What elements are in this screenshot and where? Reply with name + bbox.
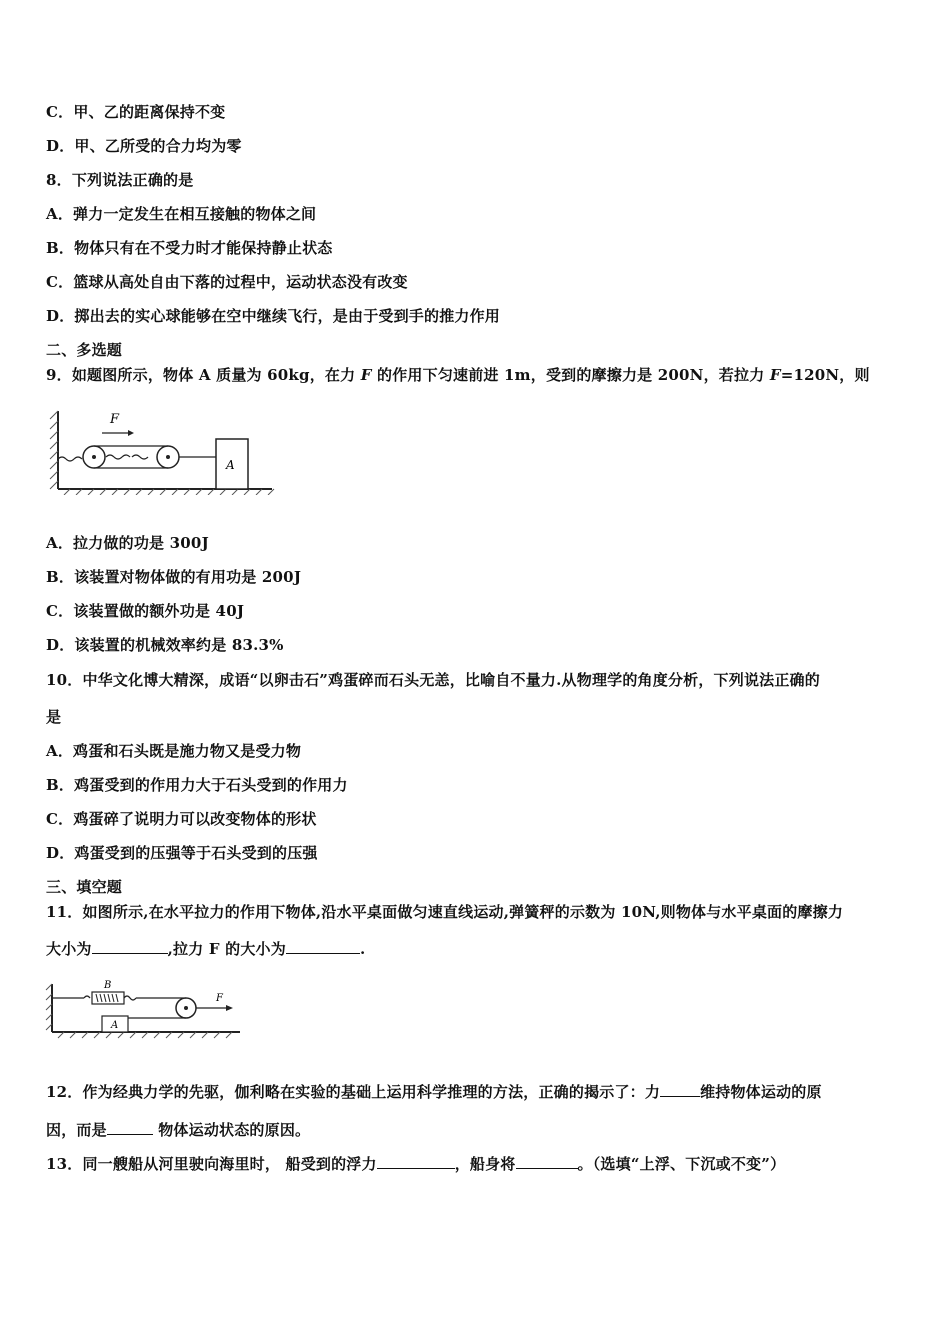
q10-option-c: C．鸡蛋碎了说明力可以改变物体的形状 <box>46 810 317 828</box>
section-fill-blank-heading: 三、填空题 <box>46 878 123 896</box>
q9-stem-part-b: 的作用下匀速前进 1m，受到的摩擦力是 200N，若拉力 <box>371 366 770 384</box>
q7-option-d: D．甲、乙所受的合力均为零 <box>46 137 242 155</box>
q9-diagram-force-label: F <box>110 412 120 427</box>
q9-option-d: D．该装置的机械效率约是 83.3% <box>46 636 284 654</box>
q10-option-d: D．鸡蛋受到的压强等于石头受到的压强 <box>46 844 318 862</box>
q9-option-b: B．该装置对物体做的有用功是 200J <box>46 568 302 586</box>
q12-stem-part-a: 12．作为经典力学的先驱，伽利略在实验的基础上运用科学推理的方法，正确的揭示了：力 <box>46 1083 661 1101</box>
q13-stem <box>46 1154 785 1174</box>
q9-pulley-diagram <box>44 403 276 495</box>
q11-answer-blank-1[interactable] <box>92 939 168 954</box>
q9-stem <box>46 365 870 385</box>
q13-stem-part-c: 。（选填“上浮、下沉或不变”） <box>577 1155 786 1173</box>
q11-stem-line-1: 11．如图所示,在水平拉力的作用下物体,沿水平桌面做匀速直线运动,弹簧秤的示数为 10N,则物体与水平桌面的摩擦力 <box>46 903 844 921</box>
q9-stem-force-symbol: F <box>360 366 372 384</box>
q9-option-c: C．该装置做的额外功是 40J <box>46 602 245 620</box>
q12-answer-blank-2[interactable] <box>107 1120 153 1135</box>
q9-stem-part-a: 9．如题图所示，物体 A 质量为 60kg，在力 <box>46 366 361 384</box>
q13-answer-blank-1[interactable] <box>377 1154 455 1169</box>
q11-stem-part-a: 大小为 <box>46 940 92 958</box>
q10-stem-line-2: 是 <box>46 708 62 726</box>
q8-stem: 8．下列说法正确的是 <box>46 171 194 189</box>
section-multiple-choice-heading: 二、多选题 <box>46 341 123 359</box>
q7-option-c: C．甲、乙的距离保持不变 <box>46 103 226 121</box>
q10-stem-line-1: 10．中华文化博大精深，成语“以卵击石”鸡蛋碎而石头无恙，比喻自不量力.从物理学的角度分析，下列说法正确的 <box>46 671 820 689</box>
q11-stem-part-c: . <box>359 940 366 958</box>
q12-answer-blank-1[interactable] <box>660 1082 700 1097</box>
q11-stem-line-2 <box>46 939 365 959</box>
q12-stem-part-c: 因，而是 <box>46 1121 107 1139</box>
q9-stem-force-symbol-2: F <box>769 366 781 384</box>
q12-stem-line-2 <box>46 1120 310 1140</box>
q11-diagram-scale-label: B <box>104 980 112 991</box>
q13-stem-part-a: 13．同一艘船从河里驶向海里时， 船受到的浮力 <box>46 1155 377 1173</box>
q11-spring-scale-diagram <box>44 976 244 1040</box>
q9-diagram-block-label: A <box>226 458 235 472</box>
q8-option-b: B．物体只有在不受力时才能保持静止状态 <box>46 239 333 257</box>
q13-stem-part-b: ，船身将 <box>454 1155 516 1173</box>
q8-option-a: A．弹力一定发生在相互接触的物体之间 <box>46 205 317 223</box>
q11-stem-part-b: ,拉力 F 的大小为 <box>167 940 286 958</box>
q11-diagram-block-label: A <box>111 1020 119 1031</box>
q11-diagram-force-label: F <box>216 993 223 1004</box>
q10-option-b: B．鸡蛋受到的作用力大于石头受到的作用力 <box>46 776 348 794</box>
q8-option-d: D．掷出去的实心球能够在空中继续飞行，是由于受到手的推力作用 <box>46 307 501 325</box>
q12-stem-line-1 <box>46 1082 822 1102</box>
q8-option-c: C．篮球从高处自由下落的过程中，运动状态没有改变 <box>46 273 408 291</box>
q12-stem-part-d: 物体运动状态的原因。 <box>152 1121 311 1139</box>
q9-stem-part-c: =120N，则 <box>780 366 870 384</box>
q13-answer-blank-2[interactable] <box>516 1154 578 1169</box>
q9-option-a: A．拉力做的功是 300J <box>46 534 209 552</box>
q11-answer-blank-2[interactable] <box>286 939 360 954</box>
q10-option-a: A．鸡蛋和石头既是施力物又是受力物 <box>46 742 302 760</box>
q12-stem-part-b: 维持物体运动的原 <box>700 1083 822 1101</box>
